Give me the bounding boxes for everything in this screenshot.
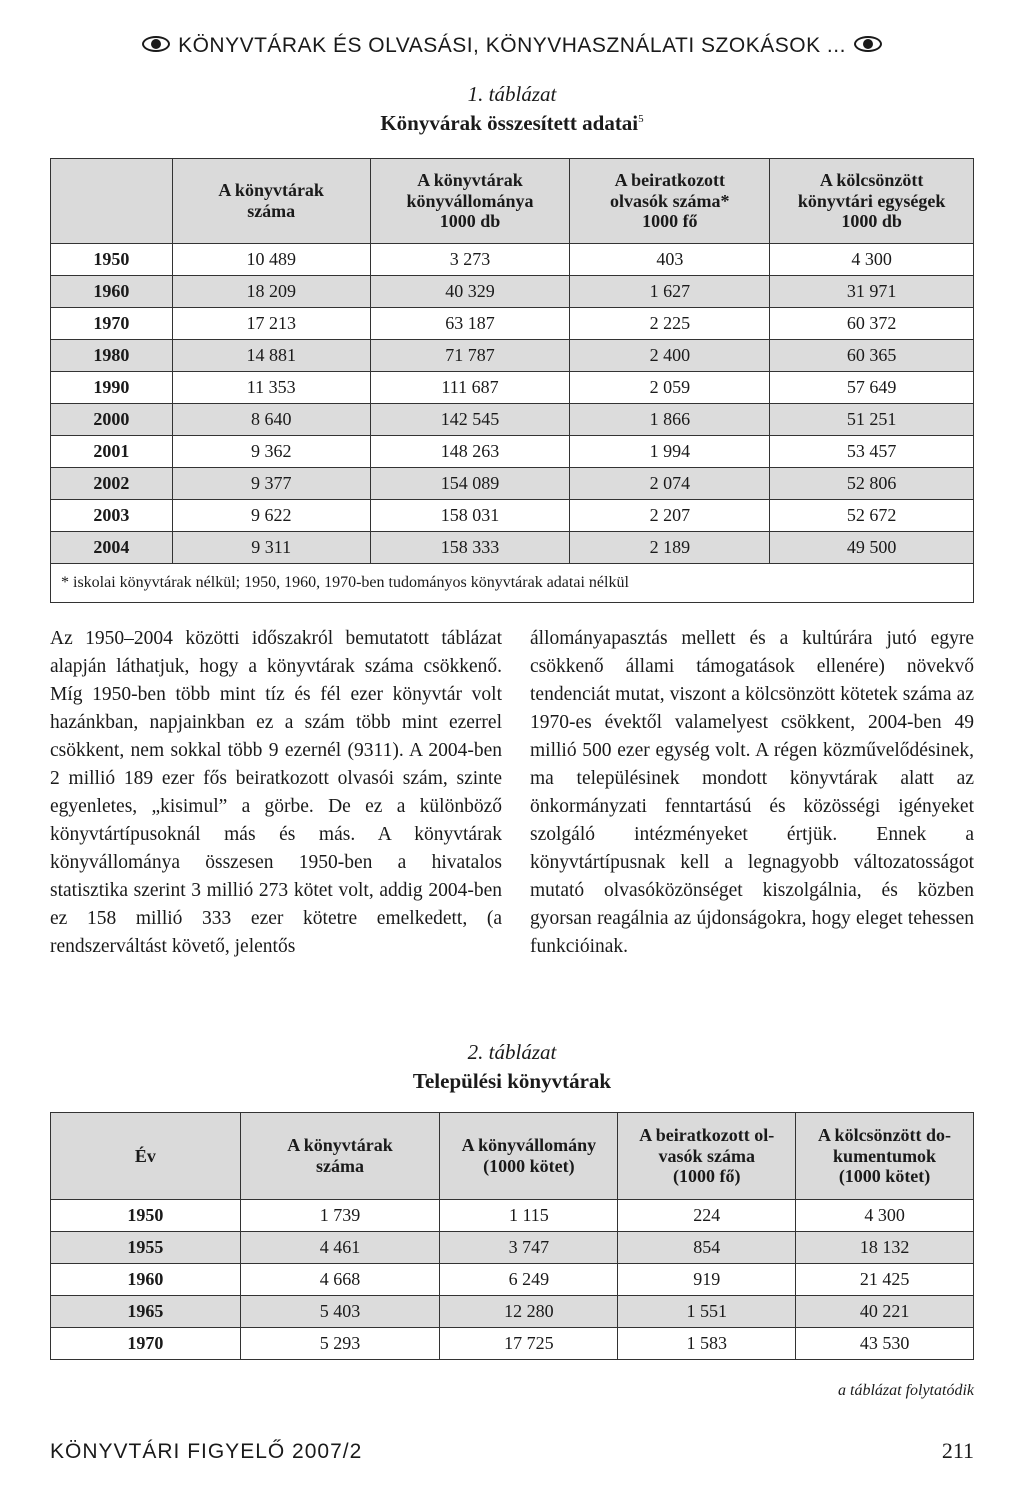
- table1-caption: [0, 82, 1024, 136]
- table-cell: 111 687: [370, 372, 570, 404]
- body-paragraph-left: Az 1950–2004 közötti időszakról bemutatott táblázat alapján láthatjuk, hogy a könyvtárak száma csökkenő. Míg 1950-ben több mint tíz és fél ezer könyvtár volt hazánkban, napjainkban ez a szám több mint ezerrel csökkent, nem sokkal több 9 ezernél (9311). A 2004-ben 2 millió 189 ezer fős beiratkozott olvasói szám, szinte egyenletes, „kisimul” a görbe. De ez a különböző könyvtártípusoknál más és más. A könyvtárak könyvállománya összesen 1950-ben a hivatalos statisztika szerint 3 millió 273 kötet volt, addig 2004-ben ez 158 millió 333 ezer kötetre emelkedett, (a rendszerváltást követő, jelentős: [50, 628, 502, 957]
- table-cell: 14 881: [172, 340, 370, 372]
- table1-number: 1. táblázat: [467, 82, 557, 106]
- column-header: A könyvtárak könyvállománya 1000 db: [370, 159, 570, 244]
- row-year: 1990: [51, 372, 173, 404]
- table-cell: 1 739: [240, 1200, 440, 1232]
- running-header-text: KÖNYVTÁRAK ÉS OLVASÁSI, KÖNYVHASZNÁLATI SZOKÁSOK ...: [178, 34, 846, 57]
- table2: [50, 1112, 974, 1360]
- table-row: [51, 308, 974, 340]
- page-number: 211: [941, 1438, 974, 1463]
- row-year: 1960: [51, 276, 173, 308]
- body-column-left: [50, 625, 502, 961]
- table-cell: 9 377: [172, 468, 370, 500]
- table-cell: 71 787: [370, 340, 570, 372]
- table-cell: 2 400: [570, 340, 770, 372]
- table-cell: 6 249: [440, 1264, 618, 1296]
- table1-title: [0, 111, 1024, 136]
- table2-title: Települési könyvtárak: [412, 1069, 612, 1093]
- table-row: [51, 532, 974, 564]
- table-cell: 9 311: [172, 532, 370, 564]
- row-year: 1970: [51, 1328, 241, 1360]
- table-cell: 4 300: [796, 1200, 974, 1232]
- body-column-right: [530, 625, 974, 961]
- table-cell: 51 251: [770, 404, 974, 436]
- table-cell: 49 500: [770, 532, 974, 564]
- row-year: 2004: [51, 532, 173, 564]
- table-cell: 158 333: [370, 532, 570, 564]
- table-cell: 5 403: [240, 1296, 440, 1328]
- table-cell: 148 263: [370, 436, 570, 468]
- table-cell: 52 806: [770, 468, 974, 500]
- table-cell: 17 725: [440, 1328, 618, 1360]
- table-cell: 43 530: [796, 1328, 974, 1360]
- table-cell: 18 132: [796, 1232, 974, 1264]
- table-cell: 3 273: [370, 244, 570, 276]
- table-cell: 21 425: [796, 1264, 974, 1296]
- table1-footnote-ref: 5: [638, 113, 644, 125]
- table-cell: 224: [618, 1200, 796, 1232]
- table-cell: 2 074: [570, 468, 770, 500]
- row-year: 2003: [51, 500, 173, 532]
- table-row: [51, 468, 974, 500]
- table-cell: 53 457: [770, 436, 974, 468]
- table-cell: 31 971: [770, 276, 974, 308]
- table-header-row: [51, 1113, 974, 1200]
- column-header: A könyvtárak száma: [240, 1113, 440, 1200]
- table-row: [51, 1328, 974, 1360]
- table-cell: 4 461: [240, 1232, 440, 1264]
- table-cell: 17 213: [172, 308, 370, 340]
- table-cell: 919: [618, 1264, 796, 1296]
- table-cell: 8 640: [172, 404, 370, 436]
- column-header: A beiratkozott olvasók száma* 1000 fő: [570, 159, 770, 244]
- eye-icon: [142, 36, 170, 52]
- table-continues-note: a táblázat folytatódik: [838, 1382, 974, 1399]
- table-row: [51, 1200, 974, 1232]
- table2-number: 2. táblázat: [467, 1040, 557, 1064]
- row-year: 1950: [51, 244, 173, 276]
- table-cell: 60 365: [770, 340, 974, 372]
- row-year: 1965: [51, 1296, 241, 1328]
- table-cell: 2 207: [570, 500, 770, 532]
- body-paragraph-right: állományapasztás mellett és a kultúrára jutó egyre csökkenő állami támogatások ellenére) növekvő tendenciát mutat, viszont a kölcsönzött kötetek száma az 1970-es évektől valamelyest csökkent, 2004-ben 49 millió 500 ezer egység volt. A régen közművelődésinek, ma településinek mondott könyvtárak alatt az önkormányzati fenntartású és közösségi igényeket szolgáló intézményeket értjük. Ennek a könyvtártípusnak kell a legnagyobb változatosságot mutató olvasóközönséget kiszolgálnia, és közben gyorsan reagálnia az újdonságokra, hogy eleget tehessen funkcióinak.: [530, 628, 974, 957]
- column-header: A kölcsönzött do- kumentumok (1000 kötet): [796, 1113, 974, 1200]
- table-cell: 2 059: [570, 372, 770, 404]
- table-cell: 10 489: [172, 244, 370, 276]
- column-header: A könyvállomány (1000 kötet): [440, 1113, 618, 1200]
- table-cell: 854: [618, 1232, 796, 1264]
- column-header: [51, 159, 173, 244]
- table-cell: 158 031: [370, 500, 570, 532]
- table-row: [51, 404, 974, 436]
- table-cell: 1 551: [618, 1296, 796, 1328]
- table-cell: 12 280: [440, 1296, 618, 1328]
- table-header-row: [51, 159, 974, 244]
- row-year: 2001: [51, 436, 173, 468]
- table-cell: 4 300: [770, 244, 974, 276]
- table-cell: 1 866: [570, 404, 770, 436]
- table-row: [51, 372, 974, 404]
- table-cell: 5 293: [240, 1328, 440, 1360]
- table-cell: 52 672: [770, 500, 974, 532]
- table-cell: 18 209: [172, 276, 370, 308]
- row-year: 1970: [51, 308, 173, 340]
- table-row: [51, 340, 974, 372]
- table1-title-text: Könyvárak összesített adatai: [380, 111, 639, 135]
- row-year: 1960: [51, 1264, 241, 1296]
- table-cell: 2 189: [570, 532, 770, 564]
- table1: [50, 158, 974, 603]
- table-cell: 142 545: [370, 404, 570, 436]
- row-year: 1980: [51, 340, 173, 372]
- table-cell: 2 225: [570, 308, 770, 340]
- table-cell: 60 372: [770, 308, 974, 340]
- table-row: [51, 244, 974, 276]
- table-cell: 154 089: [370, 468, 570, 500]
- table-cell: 1 627: [570, 276, 770, 308]
- table-cell: 57 649: [770, 372, 974, 404]
- row-year: 2000: [51, 404, 173, 436]
- running-header: [0, 34, 1024, 58]
- table-row: [51, 1264, 974, 1296]
- column-header: A beiratkozott ol- vasók száma (1000 fő): [618, 1113, 796, 1200]
- table-row: [51, 500, 974, 532]
- footer-journal: KÖNYVTÁRI FIGYELŐ 2007/2: [50, 1440, 363, 1463]
- row-year: 2002: [51, 468, 173, 500]
- table-row: [51, 1232, 974, 1264]
- row-year: 1950: [51, 1200, 241, 1232]
- table-cell: 40 221: [796, 1296, 974, 1328]
- table-cell: 40 329: [370, 276, 570, 308]
- table-cell: 3 747: [440, 1232, 618, 1264]
- table-row: [51, 1296, 974, 1328]
- row-year: 1955: [51, 1232, 241, 1264]
- table-row: [51, 276, 974, 308]
- table-cell: 11 353: [172, 372, 370, 404]
- table2-caption: [0, 1040, 1024, 1094]
- table-cell: 1 583: [618, 1328, 796, 1360]
- eye-icon: [854, 36, 882, 52]
- table-row: [51, 436, 974, 468]
- table1-footnote: * iskolai könyvtárak nélkül; 1950, 1960, 1970-ben tudományos könyvtárak adatai nélkül: [51, 564, 974, 603]
- table-cell: 9 362: [172, 436, 370, 468]
- table-cell: 4 668: [240, 1264, 440, 1296]
- table-cell: 1 994: [570, 436, 770, 468]
- column-header: Év: [51, 1113, 241, 1200]
- column-header: A kölcsönzött könyvtári egységek 1000 db: [770, 159, 974, 244]
- column-header: A könyvtárak száma: [172, 159, 370, 244]
- table-cell: 403: [570, 244, 770, 276]
- table1-footnote-row: [51, 564, 974, 603]
- table-cell: 1 115: [440, 1200, 618, 1232]
- table-cell: 9 622: [172, 500, 370, 532]
- table-cell: 63 187: [370, 308, 570, 340]
